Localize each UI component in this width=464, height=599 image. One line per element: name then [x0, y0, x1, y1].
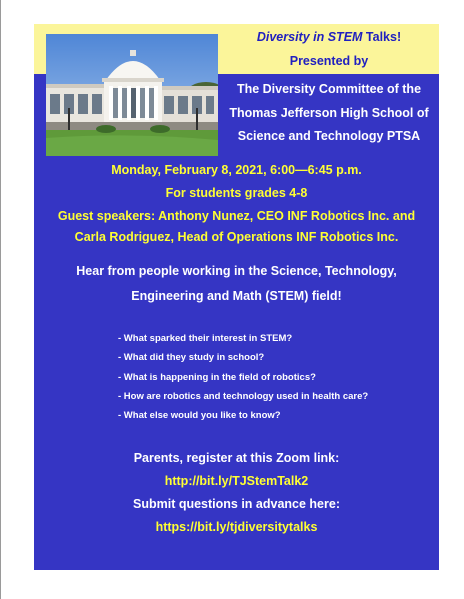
- pitch-line-1: Hear from people working in the Science, Technology,: [76, 264, 397, 278]
- question-item: - What else would you like to know?: [118, 410, 281, 421]
- question-item: - How are robotics and technology used in health care?: [118, 391, 369, 402]
- speakers-line-2: Carla Rodriguez, Head of Operations INF Robotics Inc.: [74, 230, 399, 244]
- event-date-time: Monday, February 8, 2021, 6:00—6:45 p.m.: [111, 163, 362, 177]
- event-title-rest: Talks!: [362, 30, 402, 44]
- question-item: - What did they study in school?: [118, 352, 265, 363]
- question-item: - What is happening in the field of robotics?: [118, 372, 316, 383]
- committee-line-2: Thomas Jefferson High School of: [229, 106, 429, 120]
- submit-link[interactable]: https://bit.ly/tjdiversitytalks: [155, 520, 318, 534]
- event-title-italic: Diversity in STEM: [256, 30, 363, 44]
- presented-by: Presented by: [289, 54, 369, 68]
- page-edge-rule: [0, 0, 1, 599]
- flyer-poster: [34, 24, 439, 570]
- pitch-line-2: Engineering and Math (STEM) field!: [131, 289, 342, 303]
- committee-line-1: The Diversity Committee of the: [236, 82, 422, 96]
- committee-line-3: Science and Technology PTSA: [237, 129, 421, 143]
- event-audience: For students grades 4-8: [165, 186, 308, 200]
- event-title: [224, 27, 434, 47]
- speakers-line-1: Guest speakers: Anthony Nunez, CEO INF Robotics Inc. and: [57, 209, 416, 223]
- register-text: Parents, register at this Zoom link:: [133, 451, 340, 465]
- question-item: - What sparked their interest in STEM?: [118, 333, 293, 344]
- submit-text: Submit questions in advance here:: [133, 497, 340, 511]
- school-building-photo: [46, 34, 218, 156]
- register-link[interactable]: http://bit.ly/TJStemTalk2: [164, 474, 309, 488]
